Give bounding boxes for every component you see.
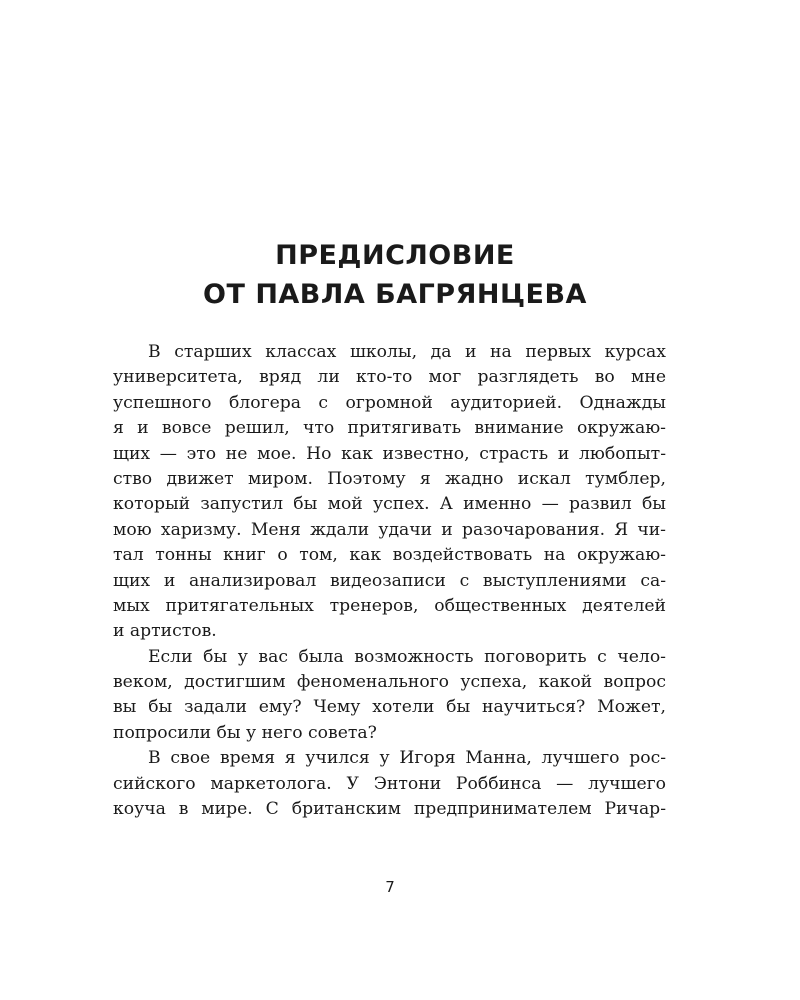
paragraph-1 [113,340,666,645]
text-line: В свое время я учился у Игоря Манна, лучшего рос- [148,748,666,769]
text-line: мых притягательных тренеров, общественных деятелей [113,595,666,616]
text-line: тал тонны книг о том, как воздействовать на окружаю- [113,545,666,566]
text-line: веком, достигшим феноменального успеха, какой вопрос [113,672,666,693]
paragraph-3 [113,746,666,822]
text-line: успешного блогера с огромной аудиторией. Однажды [113,392,666,413]
paragraph-2 [113,645,666,747]
chapter-title-line-1: ПРЕДИСЛОВИЕ [275,240,515,271]
text-line: В старших классах школы, да и на первых курсах [148,342,666,362]
text-line: мою харизму. Меня ждали удачи и разочарования. Я чи- [113,519,666,540]
text-line: Если бы у вас была возможность поговорить с чело- [148,646,666,667]
page-number: 7 [385,878,395,896]
text-line: сийского маркетолога. У Энтони Роббинса — лучшего [113,773,666,794]
text-line: и артистов. [113,621,217,642]
text-line: университета, вряд ли кто-то мог разглядеть во мне [113,367,666,388]
text-line: попросили бы у него совета? [113,722,377,743]
text-line: я и вовсе решил, что притягивать внимание окружаю- [113,418,666,439]
body-text [113,340,666,822]
text-line: который запустил бы мой успех. А именно — развил бы [113,494,666,515]
text-line: щих — это не мое. Но как известно, страсть и любопыт- [113,443,666,464]
text-line: коуча в мире. С британским предпринимателем Ричар- [113,799,666,820]
text-line: вы бы задали ему? Чему хотели бы научиться? Может, [113,697,666,718]
chapter-title-line-2: ОТ ПАВЛА БАГРЯНЦЕВА [203,279,587,310]
text-line: ство движет миром. Поэтому я жадно искал тумблер, [113,468,666,489]
text-line: щих и анализировал видеозаписи с выступлениями са- [113,570,666,591]
